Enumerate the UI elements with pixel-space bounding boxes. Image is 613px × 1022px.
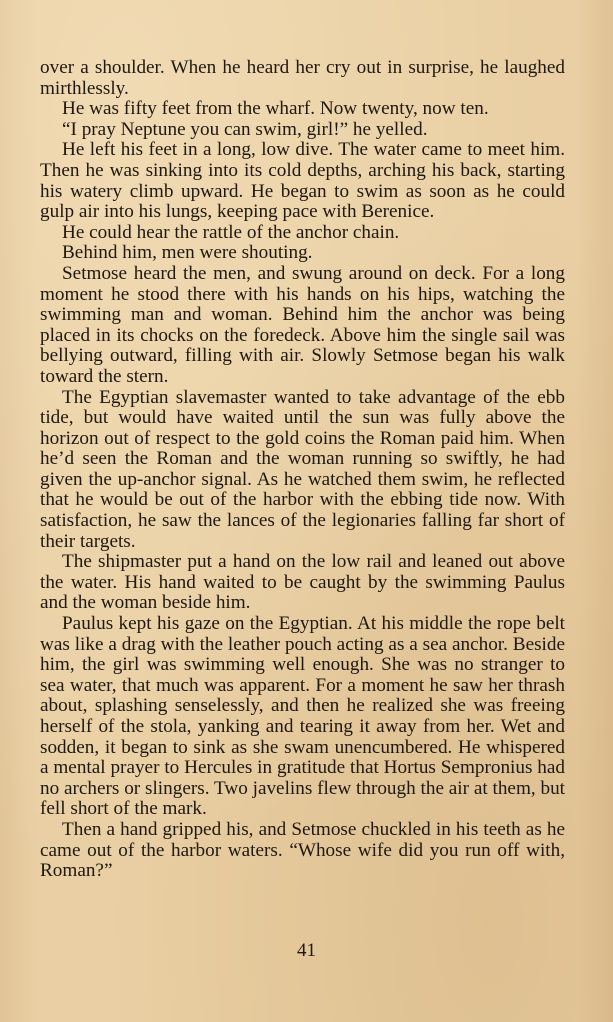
- paragraph: He could hear the rattle of the anchor chain.: [62, 221, 400, 243]
- paragraph: The shipmaster put a hand on the low rail and leaned out above the water. His hand waited to be caught by the swimming Paulus and the woman beside him.: [40, 551, 565, 614]
- paragraph: Setmose heard the men, and swung around on deck. For a long moment he stood there with his hands on his hips, watching the swimming man and woman. Behind him the anchor was being placed in its chocks on the foredeck. Above him the single sail was bellying outward, filling with air. Slowly Setmose began his walk toward the stern.: [40, 262, 565, 387]
- paragraph: He was fifty feet from the wharf. Now twenty, now ten.: [62, 98, 489, 120]
- paragraph: The Egyptian slavemaster wanted to take advantage of the ebb tide, but would have waited until the sun was fully above the horizon out of respect to the gold coins the Roman paid him. When he’d seen the Roman and the woman running so swiftly, he had given the up-anchor signal. As he watched them swim, he reflected that he would be out of the harbor with the ebbing tide now. With satisfaction, he saw the lances of the legionaries falling far short of their targets.: [40, 386, 565, 552]
- paragraph: over a shoulder. When he heard her cry out in surprise, he laughed mirthlessly.: [40, 57, 565, 99]
- paragraph: “I pray Neptune you can swim, girl!” he yelled.: [62, 118, 428, 140]
- paragraph: He left his feet in a long, low dive. The water came to meet him. Then he was sinking into its cold depths, arching his back, starting his watery climb upward. He began to swim as soon as he could gulp air into his lungs, keeping pace with Berenice.: [40, 139, 565, 223]
- paragraph: Then a hand gripped his, and Setmose chuckled in his teeth as he came out of the harbor waters. “Whose wife did you run off with, Roman?”: [40, 818, 565, 882]
- page-body: [40, 58, 565, 998]
- paragraph: Paulus kept his gaze on the Egyptian. At his middle the rope belt was like a drag with the leather pouch acting as a sea anchor. Beside him, the girl was swimming well enough. She was no stranger to sea water, that much was apparent. For a moment he saw her thrash about, splashing senselessly, and then he realized she was freeing herself of the stola, yanking and tearing it away from her. Wet and sodden, it began to sink as she swam unencumbered. He whispered a mental prayer to Hercules in gratitude that Hortus Sempronius had no archers or slingers. Two javelins flew through the air at them, but fell short of the mark.: [40, 613, 565, 820]
- page-number: 41: [297, 940, 316, 961]
- paragraph: Behind him, men were shouting.: [62, 242, 313, 264]
